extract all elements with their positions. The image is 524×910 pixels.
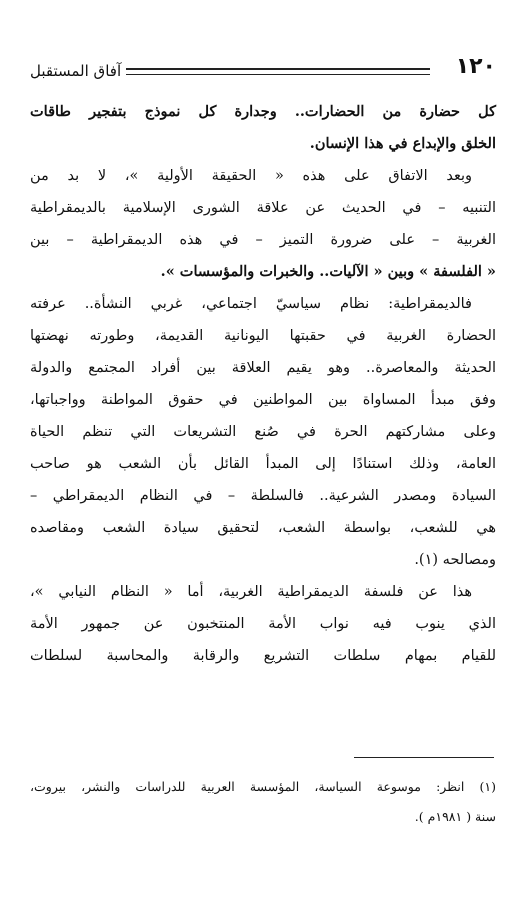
- paragraph-2: [30, 160, 496, 288]
- text-line: هذا عن فلسفة الديمقراطية الغربية، أما « النظام النيابي »،: [30, 584, 472, 600]
- text-line: السيادة ومصدر الشرعية.. فالسلطة – في النظام الديمقراطي –: [30, 488, 496, 504]
- footnotes: [30, 772, 496, 832]
- footnote-line: سنة ( ١٩٨١م ).: [414, 809, 496, 824]
- body-text: [30, 96, 496, 672]
- header-rule: [126, 68, 430, 75]
- text-line: وبعد الاتفاق على هذه « الحقيقة الأولية »، لا بد من: [30, 168, 472, 184]
- text-line: وعلى مشاركتهم الحرة في صُنع التشريعات التي تنظم الحياة: [30, 424, 496, 440]
- page-header: [30, 54, 496, 88]
- text-line: الحضارة الغربية في حقبتها اليونانية القديمة، وطورته نهضتها: [30, 328, 496, 344]
- text-line: الحديثة والمعاصرة.. وهو يقيم العلاقة بين أفراد المجتمع والدولة: [30, 360, 496, 376]
- paragraph-1: [30, 96, 496, 160]
- page-number: ١٢٠: [455, 54, 496, 79]
- running-title: آفاق المستقبل: [30, 62, 122, 80]
- footnote-divider: [354, 757, 494, 758]
- text-line: كل حضارة من الحضارات.. وجدارة كل نموذج بتفجير طاقات: [30, 103, 496, 120]
- text-line: « الفلسفة » وبين « الآليات.. والخبرات والمؤسسات ».: [160, 263, 496, 280]
- text-line: الخلق والإبداع في هذا الإنسان.: [309, 135, 496, 152]
- text-line: الذي ينوب فيه نواب الأمة المنتخبون عن جمهور الأمة: [30, 616, 496, 632]
- text-line: الغربية – على ضرورة التميز – في هذه الديمقراطية – بين: [30, 232, 496, 248]
- text-line: هي للشعب، بواسطة الشعب، لتحقيق سيادة الشعب ومقاصده: [30, 520, 496, 536]
- text-line: وفق مبدأ المساواة بين المواطنين في حقوق المواطنة وواجباتها،: [30, 392, 496, 408]
- text-line: فالديمقراطية: نظام سياسيّ اجتماعي، غربي النشأة.. عرفته: [30, 296, 472, 312]
- text-line: التنبيه – في الحديث عن علاقة الشورى الإسلامية بالديمقراطية: [30, 200, 496, 216]
- paragraph-3: [30, 288, 496, 576]
- paragraph-4: [30, 576, 496, 672]
- text-line: للقيام بمهام سلطات التشريع والرقابة والمحاسبة لسلطات: [30, 648, 496, 664]
- text-line: ومصالحه (١).: [414, 552, 496, 568]
- footnote-line: (١) انظر: موسوعة السياسة، المؤسسة العربية للدراسات والنشر، بيروت،: [30, 779, 496, 794]
- text-line: العامة، وذلك استنادًا إلى المبدأ القائل بأن الشعب هو صاحب: [30, 456, 496, 472]
